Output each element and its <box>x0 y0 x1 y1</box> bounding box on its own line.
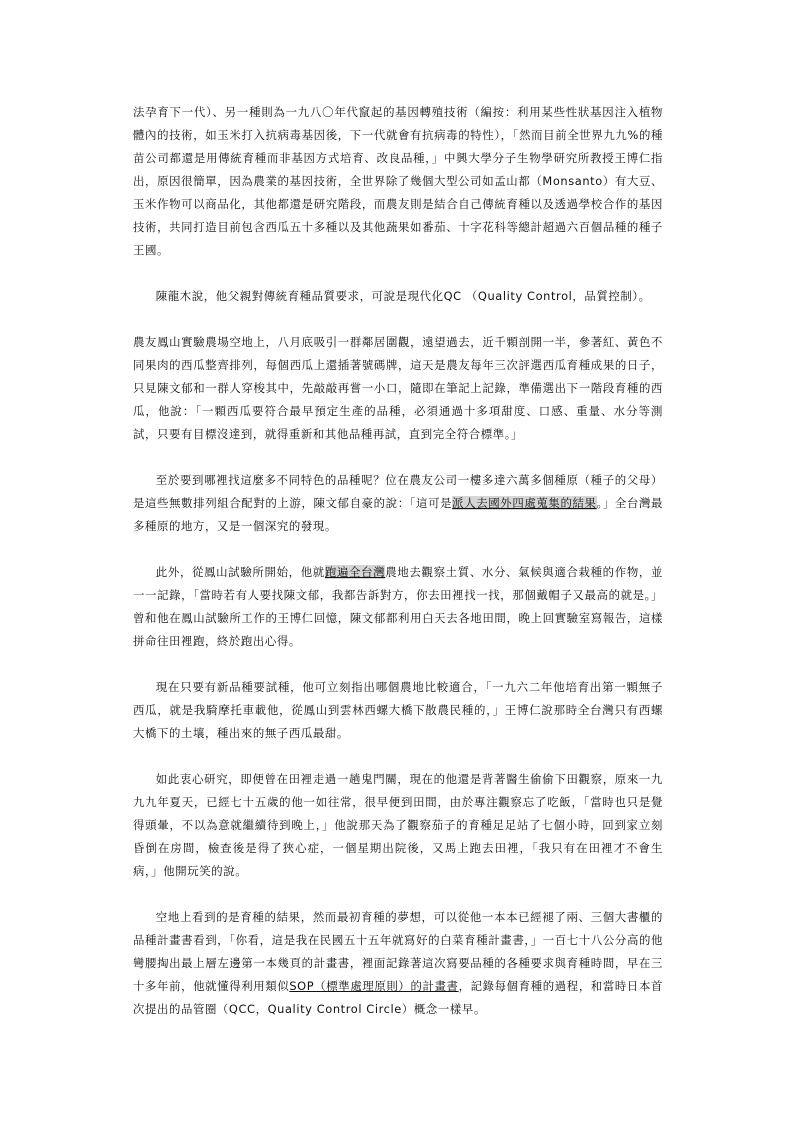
paragraph-7 <box>133 768 663 883</box>
paragraph-text: ，記錄每個育種的過程，和當時日本首次提出的品管圈（QCC，Quality Control Circle）概念一樣早。 <box>133 979 663 1016</box>
paragraph-text: 陳龍木說，他父親對傳統育種品質要求，可說是現代化QC （Quality Control，品質控制）。 <box>155 289 651 303</box>
underlined-text: SOP（標準處理原則）的計畫書 <box>289 979 459 993</box>
paragraph-6 <box>133 676 663 745</box>
paragraph-4 <box>133 469 663 538</box>
paragraph-5 <box>133 561 663 653</box>
paragraph-text: 空地上看到的是育種的結果，然而最初育種的夢想，可以從他一本本已經褪了兩、三個大書櫃的品種計畫書看到，「你看，這是我在民國五十五年就寫好的白菜育種計畫書，」一百七十八公分高的他彎腰掏出最上層左邊第一本幾頁的計畫書，裡面記錄著這次寫要品種的各種要求與育種時間，早在三十多年前，他就懂得利用類似 <box>133 910 663 993</box>
paragraph-text: 至於要到哪裡找這麼多不同特色的品種呢？位在農友公司一樓多達六萬多個種原（種子的父母）是這些無數排列組合配對的上游，陳文郁自豪的說：「這可是 <box>133 473 663 510</box>
document-body <box>133 101 663 1044</box>
highlighted-text: 派人去國外四處蒐集的結果 <box>452 496 597 510</box>
paragraph-text: 農友鳳山實驗農場空地上，八月底吸引一群鄰居圍觀，遠望過去，近千顆剖開一半，參著紅、黃色不同果肉的西瓜整齊排列，每個西瓜上還插著號碼牌，這天是農友每年三次評選西瓜育種成果的日子，只見陳文郁和一群人穿梭其中，先敲敲再嘗一小口，隨即在筆記上記錄，準備選出下一階段育種的西瓜，他說：「一顆西瓜要符合最早預定生產的品種，必須通過十多項甜度、口感、重量、水分等測試，只要有目標沒達到，就得重新和其他品種再試，直到完全符合標準。」 <box>133 335 663 441</box>
paragraph-text: 現在只要有新品種要試種，他可立刻指出哪個農地比較適合，「一九六二年他培育出第一顆無子西瓜，就是我騎摩托車載他，從鳳山到雲林西螺大橋下散農民種的，」王博仁說那時全台灣只有西螺大橋下的土壤，種出來的無子西瓜最甜。 <box>133 680 663 740</box>
paragraph-text: 。」全台灣最多種原的地方，又是一個深究的發現。 <box>133 496 663 533</box>
paragraph-text: 此外，從鳳山試驗所開始，他就 <box>155 565 325 579</box>
paragraph-2 <box>133 285 663 308</box>
paragraph-8 <box>133 906 663 1021</box>
paragraph-text: 法孕育下一代）、另一種則為一九八〇年代竄起的基因轉殖技術（編按：利用某些性狀基因注入植物體內的技術，如玉米打入抗病毒基因後，下一代就會有抗病毒的特性），「然而目前全世界九九%的種苗公司都還是用傳統育種而非基因方式培育、改良品種，」中興大學分子生物學研究所教授王博仁指出，原因很簡單，因為農業的基因技術，全世界除了幾個大型公司如孟山都（Monsanto）有大豆、玉米作物可以商品化，其他都還是研究階段，而農友則是結合自己傳統育種以及透過學校合作的基因技術，共同打造目前包含西瓜五十多種以及其他蔬果如番茄、十字花科等總計超過六百個品種的種子王國。 <box>133 105 663 257</box>
highlighted-text: 跑遍全台灣 <box>324 565 386 579</box>
paragraph-text: 如此衷心研究，即便曾在田裡走過一趟鬼門關，現在的他還是背著醫生偷偷下田觀察，原來一九九九年夏天，已經七十五歲的他一如往常，很早便到田間，由於專注觀察忘了吃飯，「當時也只是覺得頭暈，不以為意就繼續待到晚上，」他說那天為了觀察茄子的育種足足站了七個小時，回到家立刻昏倒在房間，檢查後是得了狹心症，一個星期出院後，又馬上跑去田裡，「我只有在田裡才不會生病，」他開玩笑的說。 <box>133 772 663 878</box>
paragraph-1 <box>133 101 663 262</box>
paragraph-3 <box>133 331 663 446</box>
paragraph-text: 農地去觀察土質、水分、氣候與適合栽種的作物，並一一記錄，「當時若有人要找陳文郁，我都告訴對方，你去田裡找一找，那個戴帽子又最高的就是。」曾和他在鳳山試驗所工作的王博仁回憶，陳文郁都利用白天去各地田間，晚上回實驗室寫報告，這樣拼命往田裡跑，終於跑出心得。 <box>133 565 663 648</box>
